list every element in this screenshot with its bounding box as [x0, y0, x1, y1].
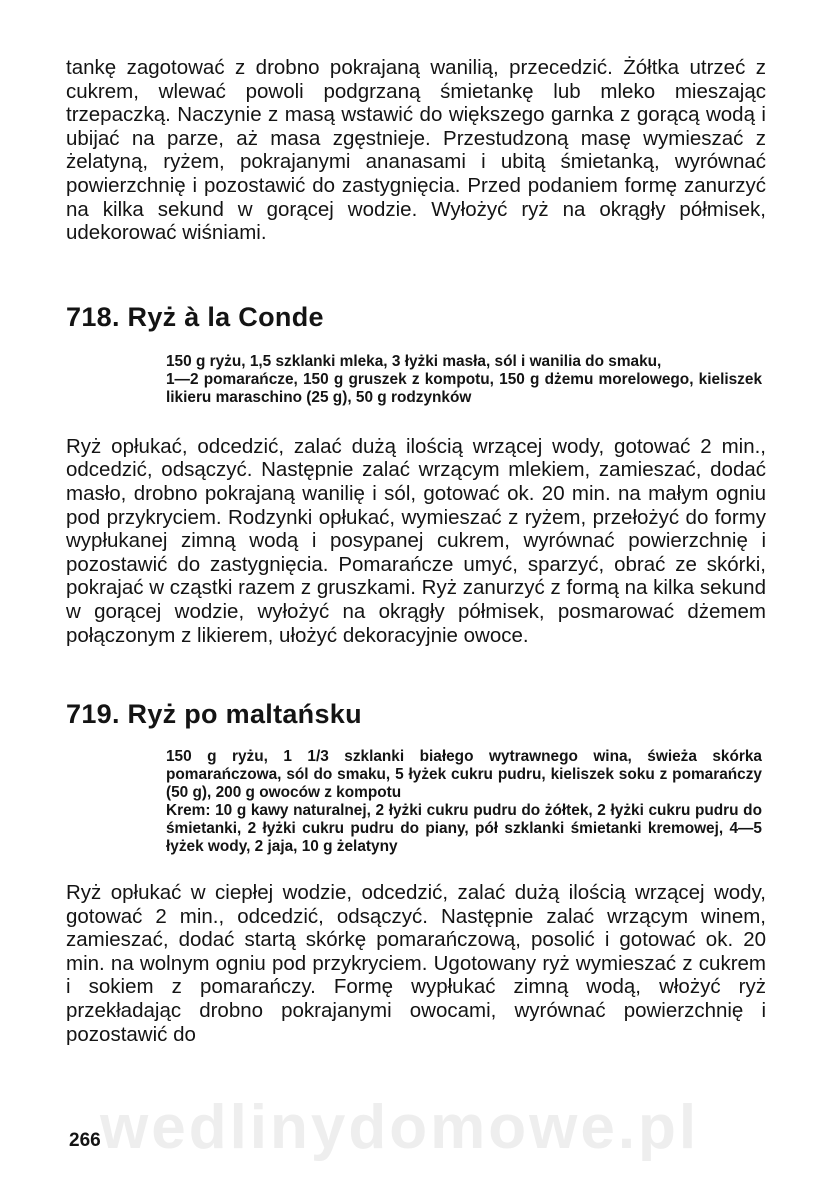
recipe-719-instructions: Ryż opłukać w ciepłej wodzie, odcedzić, zalać dużą ilością wrzącej wody, gotować 2 min., odcedzić, odsączyć. Następnie zalać wrzącym winem, zamieszać, dodać startą skórkę pomarańczową, posolić i gotować ok. 20 min. na wolnym ogniu pod przykryciem. Ugotowany ryż wymieszać z cukrem i sokiem z pomarańczy. Formę wypłukać zimną wodą, włożyć ryż przekładając drobno pokrajanymi owocami, wyrównać powierzchnię i pozostawić do: [66, 881, 766, 1046]
recipe-718-instructions: Ryż opłukać, odcedzić, zalać dużą ilością wrzącej wody, gotować 2 min., odcedzić, odsączyć. Następnie zalać wrzącym mlekiem, zamieszać, dodać masło, drobno pokrajaną wanilię i sól, gotować ok. 20 min. na małym ogniu pod przykryciem. Rodzynki opłukać, wymieszać z ryżem, przełożyć do formy wypłukanej zimną wodą i posypanej cukrem, wyrównać powierzchnię i pozostawić do zastygnięcia. Pomarańcze umyć, sparzyć, obrać ze skórki, pokrajać w cząstki razem z gruszkami. Ryż zanurzyć z formą na kilka sekund w gorącej wodzie, wyłożyć na okrągły półmisek, posmarować dżemem połączonym z likierem, ułożyć dekoracyjnie owoce.: [66, 434, 766, 647]
recipe-719-title: 719. Ryż po maltańsku: [66, 699, 362, 730]
krem-label: Krem:: [166, 802, 211, 820]
ingredients-line: 1—2 pomarańcze, 150 g gruszek z kompotu, 150 g dżemu morelowego, kieliszek likieru maraschino (25 g), 50 g rodzynków: [166, 370, 762, 406]
recipe-718-title: 718. Ryż à la Conde: [66, 301, 324, 332]
recipe-719-ingredients: [166, 748, 762, 856]
recipe-718-ingredients: [166, 353, 762, 407]
krem-text: 10 g kawy naturalnej, 2 łyżki cukru pudru do żółtek, 2 łyżki cukru pudru do śmietanki, 2 łyżki cukru pudru do piany, pół szklanki śmietanki kremowej, 4—5 łyżek wody, 2 jaja, 10 g żelatyny: [166, 802, 762, 856]
book-page: [66, 56, 766, 1046]
page-number: 266: [69, 1130, 101, 1151]
watermark: wedlinydomowe.pl: [100, 1093, 700, 1162]
intro-paragraph: tankę zagotować z drobno pokrajaną wanilią, przecedzić. Żółtka utrzeć z cukrem, wlewać powoli podgrzaną śmietankę lub mleko mieszając trzepaczką. Naczynie z masą wstawić do większego garnka z gorącą wodą i ubijać na parze, aż masa zgęstnieje. Przestudzoną masę wymieszać z żelatyną, ryżem, pokrajanymi ananasami i ubitą śmietanką, wyrównać powierzchnię i pozostawić do zastygnięcia. Przed podaniem formę zanurzyć na kilka sekund w gorącej wodzie. Wyłożyć ryż na okrągły półmisek, udekorować wiśniami.: [66, 56, 766, 245]
ingredients-line: 150 g ryżu, 1,5 szklanki mleka, 3 łyżki masła, sól i wanilia do smaku,: [166, 352, 662, 370]
krem-ingredients: [166, 802, 762, 856]
ingredients-text: 150 g ryżu, 1 1/3 szklanki białego wytrawnego wina, świeża skórka pomarańczowa, sól do smaku, 5 łyżek cukru pudru, kieliszek soku z pomarańczy (50 g), 200 g owoców z kompotu: [166, 748, 762, 802]
